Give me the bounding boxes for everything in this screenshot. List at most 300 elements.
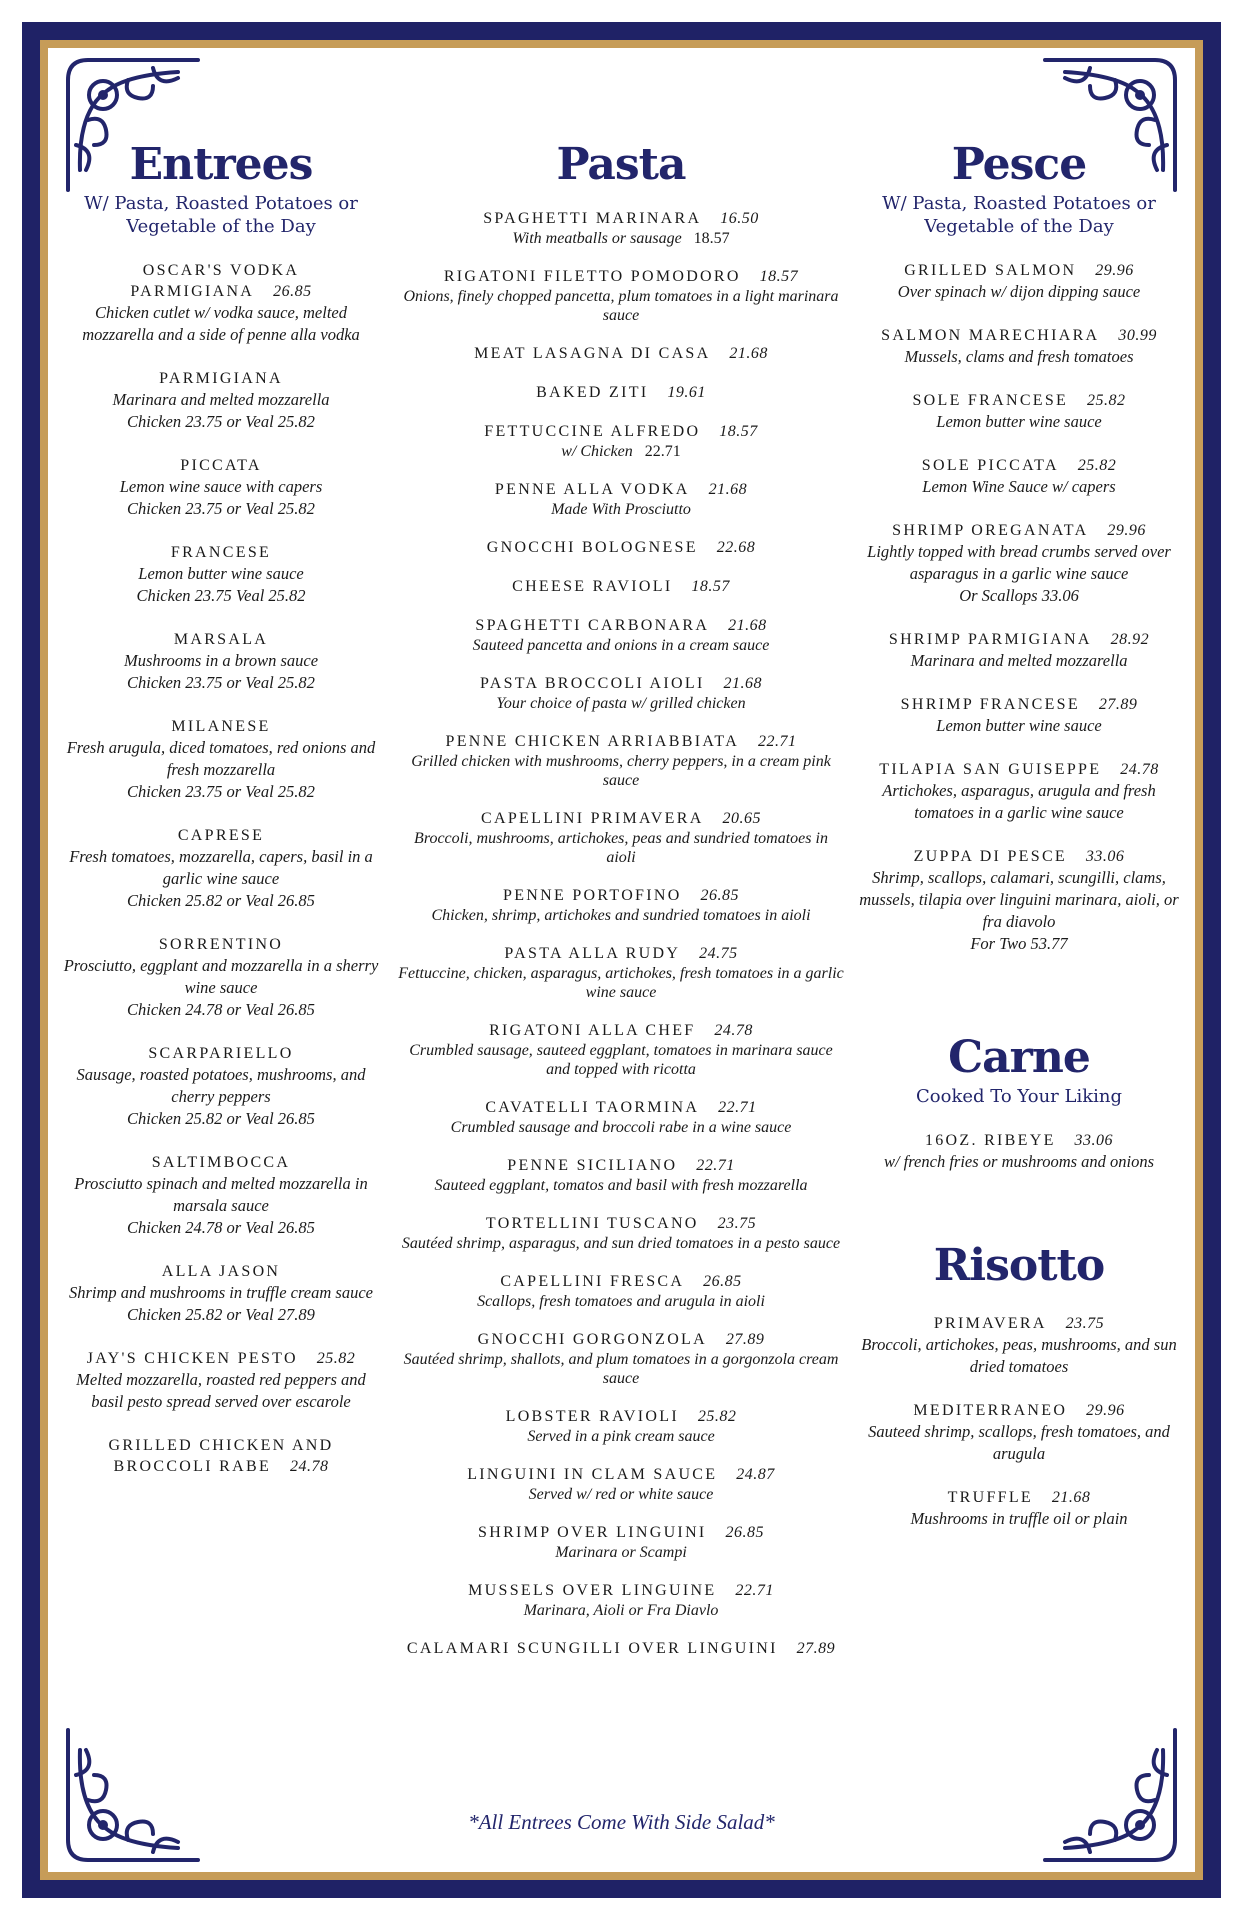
menu-item-name-line: [398, 343, 844, 364]
menu-item: [858, 390, 1180, 433]
menu-item: [398, 343, 844, 364]
menu-item-name: ALLA JASON: [161, 1263, 281, 1280]
menu-item-description: [858, 411, 1180, 433]
menu-item: [858, 520, 1180, 607]
menu-item: [398, 673, 844, 713]
menu-item-price: 18.57: [691, 578, 730, 595]
menu-item-name-line: [62, 629, 380, 650]
menu-item-price: 22.71: [718, 1099, 757, 1116]
menu-item-name: ZUPPA DI PESCE: [913, 848, 1068, 865]
menu-item-description: [398, 442, 844, 461]
menu-item-price: 23.75: [717, 1215, 757, 1232]
menu-item-description-text: w/ Chicken: [561, 443, 633, 460]
menu-item: [398, 1522, 844, 1562]
menu-item-name: CAPRESE: [177, 827, 265, 844]
pesce-list: [858, 260, 1180, 955]
menu-item-description-text: Sauteed shrimp, scallops, fresh tomatoes, and arugula: [868, 1422, 1170, 1463]
menu-item-description-text: Sauteed pancetta and onions in a cream sauce: [472, 637, 770, 654]
menu-item-description: [62, 737, 380, 781]
menu-item-description-text: Sautéed shrimp, asparagus, and sun dried tomatoes in a pesto sauce: [401, 1235, 841, 1252]
menu-item-name-line: [858, 629, 1180, 650]
menu-item: [858, 694, 1180, 737]
menu-item-name-line: [62, 1152, 380, 1173]
menu-item-price-options: Chicken 25.82 or Veal 26.85: [127, 891, 315, 910]
menu-item-price-options: Chicken 24.78 or Veal 26.85: [127, 1218, 315, 1237]
menu-item-price: 21.68: [728, 617, 767, 634]
menu-item-description-text: Broccoli, mushrooms, artichokes, peas and sundried tomatoes in aioli: [414, 830, 828, 866]
menu-item-description-text: Marinara and melted mozzarella: [112, 390, 330, 409]
menu-item-price-options: Chicken 23.75 or Veal 25.82: [127, 412, 315, 431]
menu-item: [62, 542, 380, 607]
menu-item-name: SORRENTINO: [158, 936, 284, 953]
menu-item-price: 24.78: [1120, 761, 1159, 778]
menu-item-description: [62, 955, 380, 999]
menu-item-name-line: [398, 1020, 844, 1041]
menu-item-name-line: [62, 455, 380, 476]
menu-item-description: [858, 346, 1180, 368]
menu-item-description: [398, 694, 844, 713]
menu-item-description-text: Fettuccine, chicken, asparagus, artichokes, fresh tomatoes in a garlic wine sauce: [398, 965, 844, 1001]
menu-item-name: PASTA BROCCOLI AIOLI: [479, 675, 705, 692]
pesce-subtitle: W/ Pasta, Roasted Potatoes or Vegetable of the Day: [882, 193, 1156, 237]
menu-item-price: 25.82: [316, 1350, 356, 1367]
menu-item-price: 19.61: [667, 384, 706, 401]
menu-item-price: 27.89: [725, 1331, 765, 1348]
menu-item-price: 25.82: [697, 1408, 737, 1425]
menu-item-name: TORTELLINI TUSCANO: [485, 1215, 699, 1232]
menu-item: [62, 825, 380, 912]
menu-item: [858, 455, 1180, 498]
menu-item-description: [858, 1334, 1180, 1378]
menu-item-name: FRANCESE: [170, 544, 272, 561]
menu-item-name-line: [398, 1464, 844, 1485]
menu-item-description-text: Sautéed shrimp, shallots, and plum tomatoes in a gorgonzola cream sauce: [403, 1351, 839, 1387]
menu-item-name-line: [398, 208, 844, 229]
menu-item-name: MEDITERRANEO: [913, 1402, 1068, 1419]
menu-item-name: SHRIMP PARMIGIANA: [888, 631, 1092, 648]
menu-item-description-text: Lemon butter wine sauce: [138, 564, 304, 583]
menu-item-price-options: Chicken 23.75 or Veal 25.82: [127, 499, 315, 518]
menu-item-price: 29.96: [1107, 522, 1146, 539]
menu-item: [858, 629, 1180, 672]
menu-item-description: [62, 846, 380, 890]
menu-item-description: [398, 964, 844, 1002]
menu-item-description: [858, 867, 1180, 933]
menu-item-name-line: [62, 716, 380, 737]
menu-item-description-text: Prosciutto, eggplant and mozzarella in a sherry wine sauce: [63, 956, 379, 997]
menu-item-name-line: [62, 1435, 380, 1477]
menu-item-description: [398, 1041, 844, 1079]
menu-item-price: 21.68: [723, 675, 762, 692]
menu-item-name-line: [858, 325, 1180, 346]
menu-item-name: LOBSTER RAVIOLI: [505, 1408, 679, 1425]
pasta-title: Pasta: [556, 139, 686, 190]
menu-item-description-text: Mushrooms in truffle oil or plain: [910, 1509, 1128, 1528]
menu-item-description-text: Grilled chicken with mushrooms, cherry peppers, in a cream pink sauce: [411, 753, 831, 789]
menu-item-price: 24.87: [736, 1466, 775, 1483]
menu-item: [62, 368, 380, 433]
menu-item-description-text: Crumbled sausage, sauteed eggplant, tomatoes in marinara sauce and topped with ricotta: [409, 1042, 833, 1078]
menu-item: [398, 1638, 844, 1659]
menu-item-description-text: Chicken, shrimp, artichokes and sundried tomatoes in aioli: [431, 907, 811, 924]
menu-item-name: CAPELLINI PRIMAVERA: [481, 810, 704, 827]
menu-item: [62, 716, 380, 803]
menu-item-description-text: Crumbled sausage and broccoli rabe in a wine sauce: [450, 1119, 792, 1136]
menu-item-price: 26.85: [725, 1524, 764, 1541]
menu-item-description: [62, 1282, 380, 1304]
menu-item-price-options: Chicken 25.82 or Veal 26.85: [127, 1109, 315, 1128]
menu-item-name-line: [398, 1406, 844, 1427]
menu-item: [398, 1406, 844, 1446]
entrees-list: [62, 260, 380, 1477]
menu-item-name-line: [62, 260, 380, 302]
menu-item-name: GNOCCHI BOLOGNESE: [486, 539, 698, 556]
menu-item-name-line: [398, 808, 844, 829]
menu-item: [398, 1020, 844, 1079]
menu-item-price-options: Chicken 23.75 Veal 25.82: [136, 586, 306, 605]
menu-item-name-line: [858, 390, 1180, 411]
menu-item-description: [398, 1427, 844, 1446]
menu-item-name-line: [398, 1329, 844, 1350]
menu-item-description: [398, 1118, 844, 1137]
menu-item-name: RIGATONI FILETTO POMODORO: [443, 268, 741, 285]
menu-item-name: MILANESE: [171, 718, 271, 735]
menu-item-description-text: w/ french fries or mushrooms and onions: [883, 1152, 1155, 1171]
menu-item-name-line: [398, 421, 844, 442]
menu-item-description-text: Lemon butter wine sauce: [936, 716, 1102, 735]
menu-item-name-line: [62, 825, 380, 846]
menu-item-description-text: Your choice of pasta w/ grilled chicken: [496, 695, 746, 712]
menu-item-price: 27.89: [796, 1640, 836, 1657]
menu-item-description: [398, 287, 844, 325]
risotto-list: [858, 1313, 1180, 1530]
menu-item-description-text: Onions, finely chopped pancetta, plum tomatoes in a light marinara sauce: [403, 288, 839, 324]
menu-item-description-text: Chicken cutlet w/ vodka sauce, melted mozzarella and a side of penne alla vodka: [82, 303, 360, 344]
menu-item: [398, 1155, 844, 1195]
menu-item-name-line: [398, 731, 844, 752]
risotto-title: Risotto: [933, 1240, 1105, 1291]
menu-item-name-line: [398, 1580, 844, 1601]
menu-item-price: 29.96: [1086, 1402, 1125, 1419]
menu-item-name: SOLE FRANCESE: [912, 392, 1069, 409]
menu-item-description-text: Made With Prosciutto: [551, 501, 691, 518]
menu-item-description-text: Melted mozzarella, roasted red peppers and basil pesto spread served over escarole: [76, 1370, 366, 1411]
menu-item-name-line: [858, 455, 1180, 476]
menu-item-name: TRUFFLE: [947, 1489, 1034, 1506]
menu-item-description: [62, 302, 380, 346]
carne-list: [858, 1130, 1180, 1173]
menu-item-name: SHRIMP FRANCESE: [900, 696, 1080, 713]
menu-item-option-price: 18.57: [693, 230, 730, 247]
menu-item-name-line: [858, 1313, 1180, 1334]
menu-item-name: CAVATELLI TAORMINA: [485, 1099, 700, 1116]
menu-item: [858, 759, 1180, 824]
menu-item-price: 24.78: [289, 1458, 329, 1475]
menu-item: [398, 479, 844, 519]
menu-item-description: [398, 1350, 844, 1388]
menu-item-name: 16OZ. RIBEYE: [924, 1132, 1056, 1149]
menu-item-name-line: [62, 1261, 380, 1282]
menu-item: [62, 1348, 380, 1413]
menu-item-description: [62, 650, 380, 672]
menu-item-price: 25.82: [1087, 392, 1126, 409]
menu-item: [398, 943, 844, 1002]
menu-item-name-line: [858, 759, 1180, 780]
menu-item-name: PENNE SICILIANO: [507, 1157, 678, 1174]
menu-item-price-options: Chicken 24.78 or Veal 26.85: [127, 1000, 315, 1019]
menu-item-description: [398, 906, 844, 925]
menu-item-name: SHRIMP OVER LINGUINI: [478, 1524, 707, 1541]
menu-item-name-line: [858, 1400, 1180, 1421]
menu-item: [858, 1313, 1180, 1378]
menu-item-name-line: [398, 479, 844, 500]
menu-item-name: PICCATA: [180, 457, 262, 474]
menu-item-name: RIGATONI ALLA CHEF: [489, 1022, 696, 1039]
menu-item-price: 24.75: [699, 945, 738, 962]
menu-item-name-line: [62, 542, 380, 563]
menu-item-name-line: [398, 1155, 844, 1176]
menu-item-name-line: [858, 846, 1180, 867]
menu-item: [398, 421, 844, 461]
menu-item-description-text: Lemon wine sauce with capers: [119, 477, 323, 496]
menu-item-name-line: [858, 520, 1180, 541]
menu-item-description-text: Marinara and melted mozzarella: [910, 651, 1128, 670]
menu-item: [62, 1043, 380, 1130]
menu-item: [398, 885, 844, 925]
menu-item: [398, 1213, 844, 1253]
menu-item-price: 27.89: [1098, 696, 1138, 713]
menu-item-name-line: [398, 1271, 844, 1292]
menu-item-name: CALAMARI SCUNGILLI OVER LINGUINI: [406, 1640, 778, 1657]
pesce-section: [858, 140, 1180, 1530]
menu-item-price: 25.82: [1077, 457, 1117, 474]
menu-item: [398, 615, 844, 655]
menu-item: [398, 1329, 844, 1388]
menu-item-description-text: Served w/ red or white sauce: [528, 1486, 714, 1503]
menu-item-description: [62, 1064, 380, 1108]
menu-item-description-text: Shrimp, scallops, calamari, scungilli, clams, mussels, tilapia over linguini marinara, aioli, or fra diavolo: [859, 868, 1179, 931]
menu-item-description: [858, 541, 1180, 585]
menu-item: [398, 1271, 844, 1311]
menu-item-name: GNOCCHI GORGONZOLA: [477, 1331, 707, 1348]
menu-item-name: PRIMAVERA: [933, 1315, 1047, 1332]
menu-item-name: PENNE ALLA VODKA: [494, 481, 690, 498]
menu-item-price: 18.57: [759, 268, 799, 285]
menu-item-name-line: [858, 1130, 1180, 1151]
menu-item-name: SPAGHETTI MARINARA: [483, 210, 702, 227]
menu-item-description: [398, 1601, 844, 1620]
menu-item-name: MUSSELS OVER LINGUINE: [468, 1582, 717, 1599]
menu-item-price-options: Or Scallops 33.06: [959, 586, 1079, 605]
menu-item: [62, 455, 380, 520]
menu-item-price: 22.71: [735, 1582, 774, 1599]
menu-item: [398, 1464, 844, 1504]
menu-item-name-line: [858, 260, 1180, 281]
carne-title: Carne: [948, 1032, 1090, 1083]
menu-item-name: CAPELLINI FRESCA: [500, 1273, 685, 1290]
menu-item-price: 20.65: [722, 810, 761, 827]
menu-item-price: 22.71: [696, 1157, 735, 1174]
menu-item-price: 30.99: [1118, 327, 1157, 344]
menu-item-name: OSCAR'S VODKA PARMIGIANA: [130, 262, 300, 300]
menu-item: [398, 1097, 844, 1137]
pasta-section: [398, 140, 844, 1659]
menu-item-description: [858, 715, 1180, 737]
menu-item: [62, 260, 380, 346]
menu-item-description: [858, 1151, 1180, 1173]
menu-item: [858, 1130, 1180, 1173]
menu-item-description-text: Mussels, clams and fresh tomatoes: [904, 347, 1134, 366]
menu-item-name: SOLE PICCATA: [921, 457, 1059, 474]
menu-item-name-line: [398, 1097, 844, 1118]
menu-item-description-text: Fresh tomatoes, mozzarella, capers, basil in a garlic wine sauce: [69, 847, 373, 888]
corner-ornament-bottom-left: [58, 1720, 208, 1870]
menu-item-name: FETTUCCINE ALFREDO: [484, 423, 701, 440]
menu-item-description: [62, 563, 380, 585]
menu-item: [62, 934, 380, 1021]
risotto-section: [858, 1241, 1180, 1530]
menu-item-description-text: Lightly topped with bread crumbs served over asparagus in a garlic wine sauce: [867, 542, 1171, 583]
menu-item-name-line: [398, 885, 844, 906]
menu-item-description: [858, 1421, 1180, 1465]
menu-item-name: PARMIGIANA: [159, 370, 283, 387]
menu-item-description-text: Scallops, fresh tomatoes and arugula in aioli: [477, 1293, 765, 1310]
menu-item-description: [398, 636, 844, 655]
menu-item-name: MEAT LASAGNA DI CASA: [474, 345, 711, 362]
menu-item: [398, 382, 844, 403]
side-salad-note: *All Entrees Come With Side Salad*: [468, 1810, 775, 1834]
menu-item-description: [858, 476, 1180, 498]
menu-item-description-text: Sausage, roasted potatoes, mushrooms, and cherry peppers: [76, 1065, 366, 1106]
menu-item: [858, 1400, 1180, 1465]
menu-item-name: BAKED ZITI: [536, 384, 649, 401]
menu-item-description: [398, 1292, 844, 1311]
menu-item-description: [858, 1508, 1180, 1530]
menu-item-name-line: [62, 1043, 380, 1064]
menu-item-description: [398, 500, 844, 519]
menu-item-description-text: With meatballs or sausage: [512, 230, 682, 247]
menu-item: [398, 808, 844, 867]
menu-item-description: [62, 389, 380, 411]
menu-item-description-text: Lemon Wine Sauce w/ capers: [922, 477, 1116, 496]
menu-item-name-line: [398, 615, 844, 636]
menu-item: [62, 1152, 380, 1239]
menu-item: [398, 731, 844, 790]
menu-item-price: 24.78: [714, 1022, 753, 1039]
menu-item-description-text: Over spinach w/ dijon dipping sauce: [897, 282, 1141, 301]
menu-item-name: LINGUINI IN CLAM SAUCE: [467, 1466, 718, 1483]
menu-item-price-options: Chicken 23.75 or Veal 25.82: [127, 782, 315, 801]
menu-item-name-line: [398, 1213, 844, 1234]
menu-item-price-options: For Two 53.77: [970, 934, 1068, 953]
menu-item-description: [858, 650, 1180, 672]
menu-item-price: 33.06: [1074, 1132, 1114, 1149]
menu-item-name: MARSALA: [173, 631, 269, 648]
menu-item-description-text: Sauteed eggplant, tomatos and basil with fresh mozzarella: [434, 1177, 808, 1194]
menu-item-price: 16.50: [720, 210, 759, 227]
menu-item: [398, 576, 844, 597]
menu-item: [62, 1435, 380, 1477]
menu-item-name-line: [398, 537, 844, 558]
menu-item-description: [398, 1485, 844, 1504]
corner-ornament-bottom-right: [1035, 1720, 1185, 1870]
menu-item-price: 29.96: [1095, 262, 1134, 279]
menu-item-name: SALMON MARECHIARA: [881, 327, 1100, 344]
menu-item-name: SHRIMP OREGANATA: [892, 522, 1089, 539]
menu-item-name-line: [398, 266, 844, 287]
menu-item-description-text: Lemon butter wine sauce: [936, 412, 1102, 431]
menu-item-price: 28.92: [1110, 631, 1150, 648]
menu-item-description: [398, 829, 844, 867]
menu-item-description-text: Prosciutto spinach and melted mozzarella in marsala sauce: [74, 1174, 368, 1215]
menu-item-name: GRILLED CHICKEN AND BROCCOLI RABE: [108, 1437, 334, 1475]
menu-item-price-options: Chicken 25.82 or Veal 27.89: [127, 1305, 315, 1324]
menu-item: [398, 208, 844, 248]
entrees-section: [62, 140, 380, 1477]
menu-item: [62, 629, 380, 694]
menu-item-name-line: [398, 673, 844, 694]
menu-item: [858, 325, 1180, 368]
menu-item-description-text: Served in a pink cream sauce: [527, 1428, 715, 1445]
menu-item-name-line: [398, 382, 844, 403]
menu-item-description-text: Mushrooms in a brown sauce: [123, 651, 319, 670]
menu-item-description: [62, 476, 380, 498]
menu-item-name-line: [62, 1348, 380, 1369]
menu-item-name-line: [62, 934, 380, 955]
menu-item-description-text: Marinara or Scampi: [555, 1544, 687, 1561]
menu-item-name: PASTA ALLA RUDY: [504, 945, 681, 962]
menu-item: [398, 266, 844, 325]
menu-item-description: [398, 752, 844, 790]
menu-item-name: JAY'S CHICKEN PESTO: [86, 1350, 298, 1367]
menu-item-option-price: 22.71: [644, 443, 681, 460]
menu-item-price: 23.75: [1065, 1315, 1105, 1332]
menu-item-price: 21.68: [1051, 1489, 1091, 1506]
menu-item-name: SPAGHETTI CARBONARA: [475, 617, 710, 634]
menu-item-price: 26.85: [700, 887, 739, 904]
menu-item: [858, 1487, 1180, 1530]
menu-item-description: [858, 281, 1180, 303]
menu-item-name-line: [398, 943, 844, 964]
menu-item-price: 26.85: [703, 1273, 742, 1290]
menu-item-description: [398, 229, 844, 248]
menu-item-price: 22.68: [716, 539, 756, 556]
menu-item-price: 18.57: [719, 423, 758, 440]
pesce-title: Pesce: [951, 139, 1087, 190]
carne-section: [858, 1033, 1180, 1173]
menu-item-description: [398, 1234, 844, 1253]
menu-item-description: [62, 1173, 380, 1217]
menu-item-price: 33.06: [1085, 848, 1125, 865]
menu-item-price-options: Chicken 23.75 or Veal 25.82: [127, 673, 315, 692]
menu-item-description: [398, 1543, 844, 1562]
menu-item: [398, 1580, 844, 1620]
menu-item-description: [858, 780, 1180, 824]
menu-item-name: SCARPARIELLO: [148, 1045, 294, 1062]
carne-subtitle: Cooked To Your Liking: [916, 1086, 1122, 1107]
menu-item: [858, 260, 1180, 303]
menu-item-name: PENNE CHICKEN ARRIABBIATA: [445, 733, 740, 750]
menu-item-name: CHEESE RAVIOLI: [512, 578, 673, 595]
menu-item-description-text: Shrimp and mushrooms in truffle cream sauce: [68, 1283, 373, 1302]
menu-item: [398, 537, 844, 558]
entrees-subtitle: W/ Pasta, Roasted Potatoes or Vegetable of the Day: [84, 193, 358, 237]
menu-item-description-text: Broccoli, artichokes, peas, mushrooms, and sun dried tomatoes: [861, 1335, 1177, 1376]
pasta-list: [398, 208, 844, 1659]
menu-item-name: PENNE PORTOFINO: [503, 887, 682, 904]
menu-item-name-line: [398, 1638, 844, 1659]
menu-item-description-text: Marinara, Aioli or Fra Diavlo: [523, 1602, 719, 1619]
